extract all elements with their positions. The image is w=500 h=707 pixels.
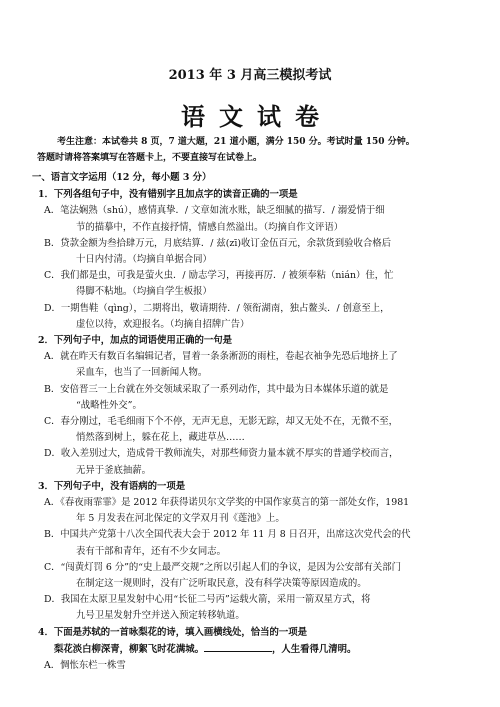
question-4-stem: 4．下面是苏轼的一首咏梨花的诗，填入画横线处，恰当的一项是 xyxy=(38,626,308,638)
question-4-poem xyxy=(32,641,472,658)
option-text: A．惆怅东栏一株雪 xyxy=(44,660,126,672)
option-text-cont: 得脚不粘地。（均摘自学生板报） xyxy=(76,286,212,298)
question-3-option-a xyxy=(32,495,472,527)
notice-line-2: 答题时请将答案填写在答题卡上，不要直接写在试卷上。 xyxy=(37,153,263,163)
question-1-option-b xyxy=(32,236,472,268)
option-text: A．就在昨天有数百名编辑记者，冒着一条条淅沥的雨柱，卷起衣袖争先恐后地挤上了 xyxy=(44,351,398,363)
option-text-cont: 节的描摹中，不作直接抒情，情感自然溢出。（均摘自作文评语） xyxy=(76,221,344,233)
question-3-stem: 3．下列句子中，没有语病的一项是 xyxy=(38,480,186,492)
option-text-cont: 在制定这一规则时，没有广泛听取民意，没有科学决策等原因造成的。 xyxy=(76,578,367,590)
question-1-stem: 1．下列各组句子中，没有错别字且加点字的读音正确的一项是 xyxy=(38,189,298,201)
option-text-cont: 表有干部和青年，还有不少女同志。 xyxy=(76,545,227,557)
question-1-option-c xyxy=(32,268,472,300)
option-text-cont: 采血车，也当了一回新闻人物。 xyxy=(76,367,208,379)
question-1-option-a xyxy=(32,203,472,235)
option-text: B．中国共产党第十八次全国代表大会于 2012 年 11 月 8 日召开，出席这次党代会的代 xyxy=(44,529,411,541)
option-text: D．一期售鞋（qìng），二期将出，敬请期待．/ 领衔湖南，独占鳌头．/ 创意至上， xyxy=(44,302,390,314)
option-text: A．《春夜雨霏霏》是 2012 年获得诺贝尔文学奖的中国作家莫言的第一部处女作，1981 xyxy=(44,497,410,509)
option-text-cont: 九号卫星发射升空并送入预定转移轨道。 xyxy=(76,610,245,622)
poem-part-2: ，人生看得几清明。 xyxy=(272,643,357,655)
exam-notice xyxy=(37,134,467,166)
question-4-option-a xyxy=(32,658,472,674)
question-3-option-c xyxy=(32,560,472,592)
option-text-cont: 十日内付清。（均摘自单据合同） xyxy=(76,254,212,266)
question-2-option-b xyxy=(32,382,472,414)
exam-title: 2013 年 3 月高三模拟考试 xyxy=(168,68,332,83)
option-text-cont: 悄然落到树上，躲在花上，藏进草丛…… xyxy=(76,432,245,444)
question-3-option-b xyxy=(32,527,472,559)
option-text: D．我国在太原卫星发射中心用“长征二号丙”运载火箭，采用一箭双星方式，将 xyxy=(44,594,371,606)
option-text-cont: 虚位以待，欢迎报名。（均摘自招牌广告） xyxy=(76,318,250,330)
exam-body xyxy=(32,170,472,674)
section-heading: 一、语言文字运用（12 分，每小题 3 分） xyxy=(32,172,212,183)
option-text-cont: “战略性外交”。 xyxy=(76,399,142,411)
notice-line-1: 考生注意：本试卷共 8 页，7 道大题，21 道小题，满分 150 分。考试时量 150 分钟。 xyxy=(57,137,415,147)
option-text-cont: 无异于釜底抽薪。 xyxy=(76,464,152,476)
option-text: B．贷款金额为叁拾肆万元，月底结算．/ 兹(zī)收订金伍百元，余款货到验收合格后 xyxy=(44,237,392,249)
fill-in-blank xyxy=(204,641,272,652)
option-text: A．笔法娴熟（shú），感情真挚．/ 文章如流水账，缺乏细腻的描写．/ 溺爱情于细 xyxy=(44,205,385,217)
option-text: B．安倍晋三一上台就在外交领域采取了一系列动作，其中最为日本媒体乐道的就是 xyxy=(44,383,389,395)
question-2-option-d xyxy=(32,446,472,478)
question-3-option-d xyxy=(32,592,472,624)
option-text-cont: 年 5 月发表在河北保定的文学双月刊《莲池》上。 xyxy=(76,513,285,525)
option-text: C．春分刚过，毛毛细雨下个不停，无声无息，无影无踪，却又无处不在，无微不至， xyxy=(44,416,399,428)
question-2-option-a xyxy=(32,349,472,381)
option-text: D．收入差别过大，造成骨干教师流失，对那些师资力量本就不厚实的普通学校而言， xyxy=(44,448,399,460)
question-2-option-c xyxy=(32,414,472,446)
exam-subtitle: 语文试卷 xyxy=(181,102,333,131)
question-1-option-d xyxy=(32,301,472,333)
question-2-stem: 2．下列句子中，加点的词语使用正确的一句是 xyxy=(38,335,233,347)
option-text: C．“闯黄灯罚 6 分”的“史上最严交规”之所以引起人们的争议，是因为公安部有关部门 xyxy=(44,561,402,573)
poem-part-1: 梨花淡白柳深青，柳絮飞时花满城。 xyxy=(54,643,205,655)
option-text: C．我们都是虫，可我是萤火虫．/ 励志学习，再接再厉．/ 被须奉粘（nián）住，忙 xyxy=(44,270,394,282)
